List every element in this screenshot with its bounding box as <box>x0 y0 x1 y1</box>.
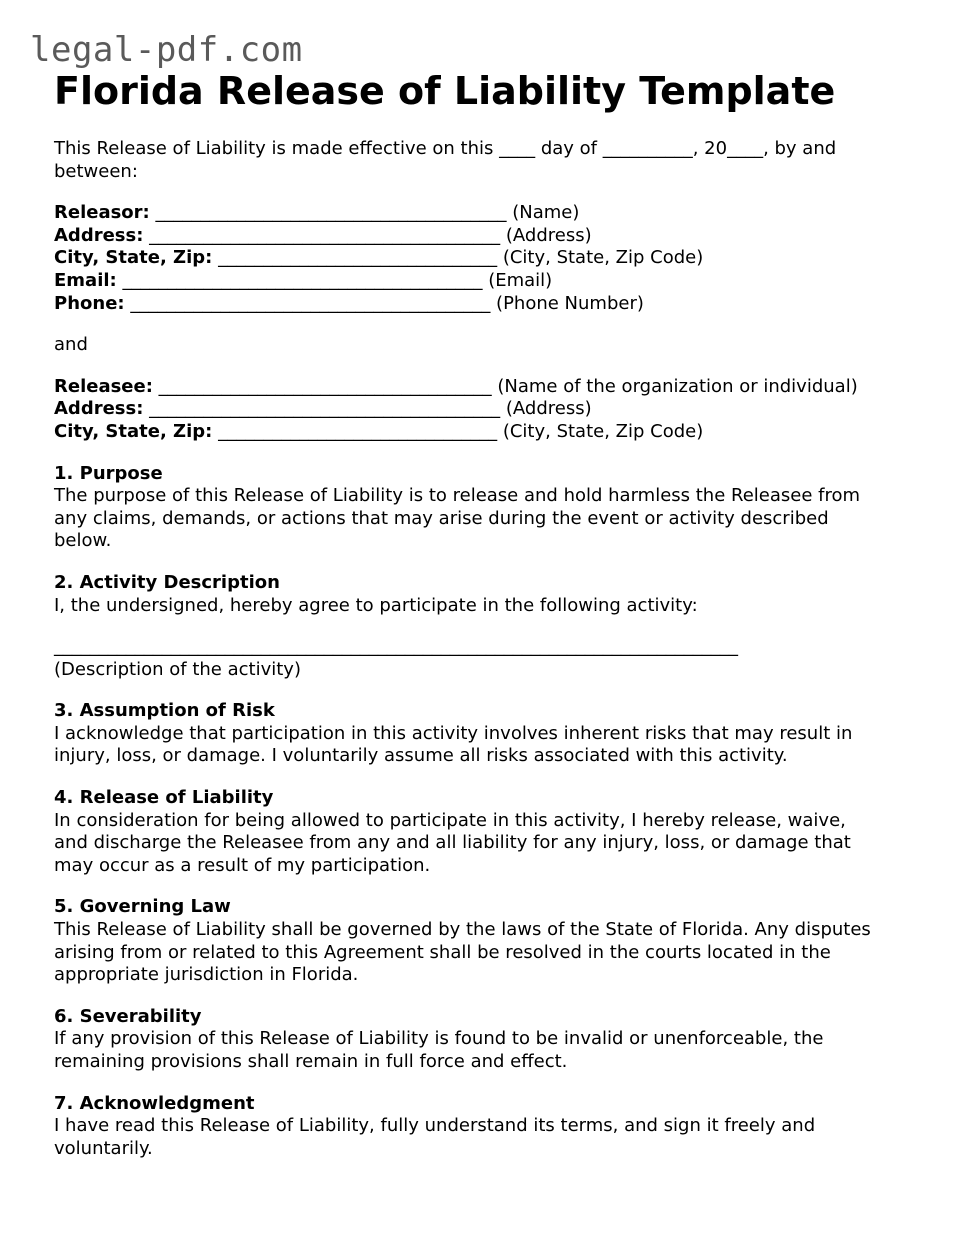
and-connector: and <box>54 334 88 356</box>
section-text-line: appropriate jurisdiction in Florida. <box>54 964 359 986</box>
field-blank: _____________________________________ (Name of the organization or individual) <box>158 375 858 397</box>
section-text-line: If any provision of this Release of Liability is found to be invalid or unenforceable, the <box>54 1028 824 1050</box>
releasee-name-field[interactable] <box>54 376 934 399</box>
section-text-line: below. <box>54 530 112 552</box>
section-text-line: The purpose of this Release of Liability is to release and hold harmless the Releasee from <box>54 485 861 507</box>
section-heading: 7. Acknowledgment <box>54 1092 255 1114</box>
section-text-line: any claims, demands, or actions that may arise during the event or activity described <box>54 507 829 529</box>
watermark-logo: legal-pdf.com <box>30 30 303 70</box>
releasee-city-field[interactable] <box>54 421 934 444</box>
section-text-line: voluntarily. <box>54 1137 153 1159</box>
section-severability <box>54 1006 934 1074</box>
field-label: Phone: <box>54 292 125 314</box>
intro-line: between: <box>54 160 138 182</box>
section-heading: 2. Activity Description <box>54 571 280 593</box>
intro-paragraph <box>54 138 934 183</box>
field-blank: _______________________________ (City, State, Zip Code) <box>218 420 704 442</box>
section-purpose <box>54 463 934 553</box>
field-blank: _______________________________________ (Address) <box>149 224 592 246</box>
section-text-line: I have read this Release of Liability, fully understand its terms, and sign it freely and <box>54 1115 816 1137</box>
section-text-line: This Release of Liability shall be governed by the laws of the State of Florida. Any disputes <box>54 919 871 941</box>
section-heading: 6. Severability <box>54 1005 202 1027</box>
activity-description-blank[interactable]: ____________________________________________________________________________ <box>54 636 738 658</box>
section-assumption-of-risk <box>54 700 934 768</box>
releasor-phone-field[interactable] <box>54 293 934 316</box>
field-blank: _______________________________ (City, State, Zip Code) <box>218 247 704 269</box>
section-release-of-liability <box>54 787 934 877</box>
releasor-name-field[interactable] <box>54 202 934 225</box>
releasee-block <box>54 376 934 444</box>
section-text-line: In consideration for being allowed to participate in this activity, I hereby release, waive, <box>54 809 846 831</box>
section-text-line: arising from or related to this Agreement shall be resolved in the courts located in the <box>54 941 831 963</box>
section-activity <box>54 572 934 681</box>
field-blank: ________________________________________ (Email) <box>122 269 553 291</box>
field-blank: _______________________________________ (Name) <box>155 202 580 224</box>
field-label: Address: <box>54 224 144 246</box>
activity-caption: (Description of the activity) <box>54 658 301 680</box>
field-label: Releasee: <box>54 375 153 397</box>
field-label: City, State, Zip: <box>54 247 213 269</box>
section-acknowledgment <box>54 1093 934 1161</box>
section-text-line: may occur as a result of my participation. <box>54 854 431 876</box>
document-body <box>54 68 934 1160</box>
releasor-city-field[interactable] <box>54 247 934 270</box>
intro-line: This Release of Liability is made effective on this ____ day of __________, 20____, by and <box>54 138 837 159</box>
section-text-line: and discharge the Releasee from any and all liability for any injury, loss, or damage that <box>54 832 851 854</box>
field-blank: _______________________________________ (Address) <box>149 398 592 420</box>
section-text-line: I acknowledge that participation in this activity involves inherent risks that may result in <box>54 722 853 744</box>
releasor-address-field[interactable] <box>54 225 934 248</box>
field-blank: ________________________________________ (Phone Number) <box>130 292 644 314</box>
section-text-line: remaining provisions shall remain in full force and effect. <box>54 1051 568 1072</box>
section-governing-law <box>54 896 934 986</box>
field-label: Address: <box>54 398 144 420</box>
section-heading: 4. Release of Liability <box>54 787 274 809</box>
releasor-block <box>54 202 934 315</box>
section-text-line: injury, loss, or damage. I voluntarily assume all risks associated with this activity. <box>54 745 788 767</box>
section-heading: 3. Assumption of Risk <box>54 700 275 722</box>
field-label: Releasor: <box>54 202 150 224</box>
section-heading: 1. Purpose <box>54 462 163 484</box>
field-label: Email: <box>54 269 117 291</box>
field-label: City, State, Zip: <box>54 420 213 442</box>
page-title: Florida Release of Liability Template <box>54 69 836 113</box>
releasee-address-field[interactable] <box>54 398 934 421</box>
section-heading: 5. Governing Law <box>54 896 231 918</box>
releasor-email-field[interactable] <box>54 270 934 293</box>
section-text-line: I, the undersigned, hereby agree to participate in the following activity: <box>54 594 698 616</box>
